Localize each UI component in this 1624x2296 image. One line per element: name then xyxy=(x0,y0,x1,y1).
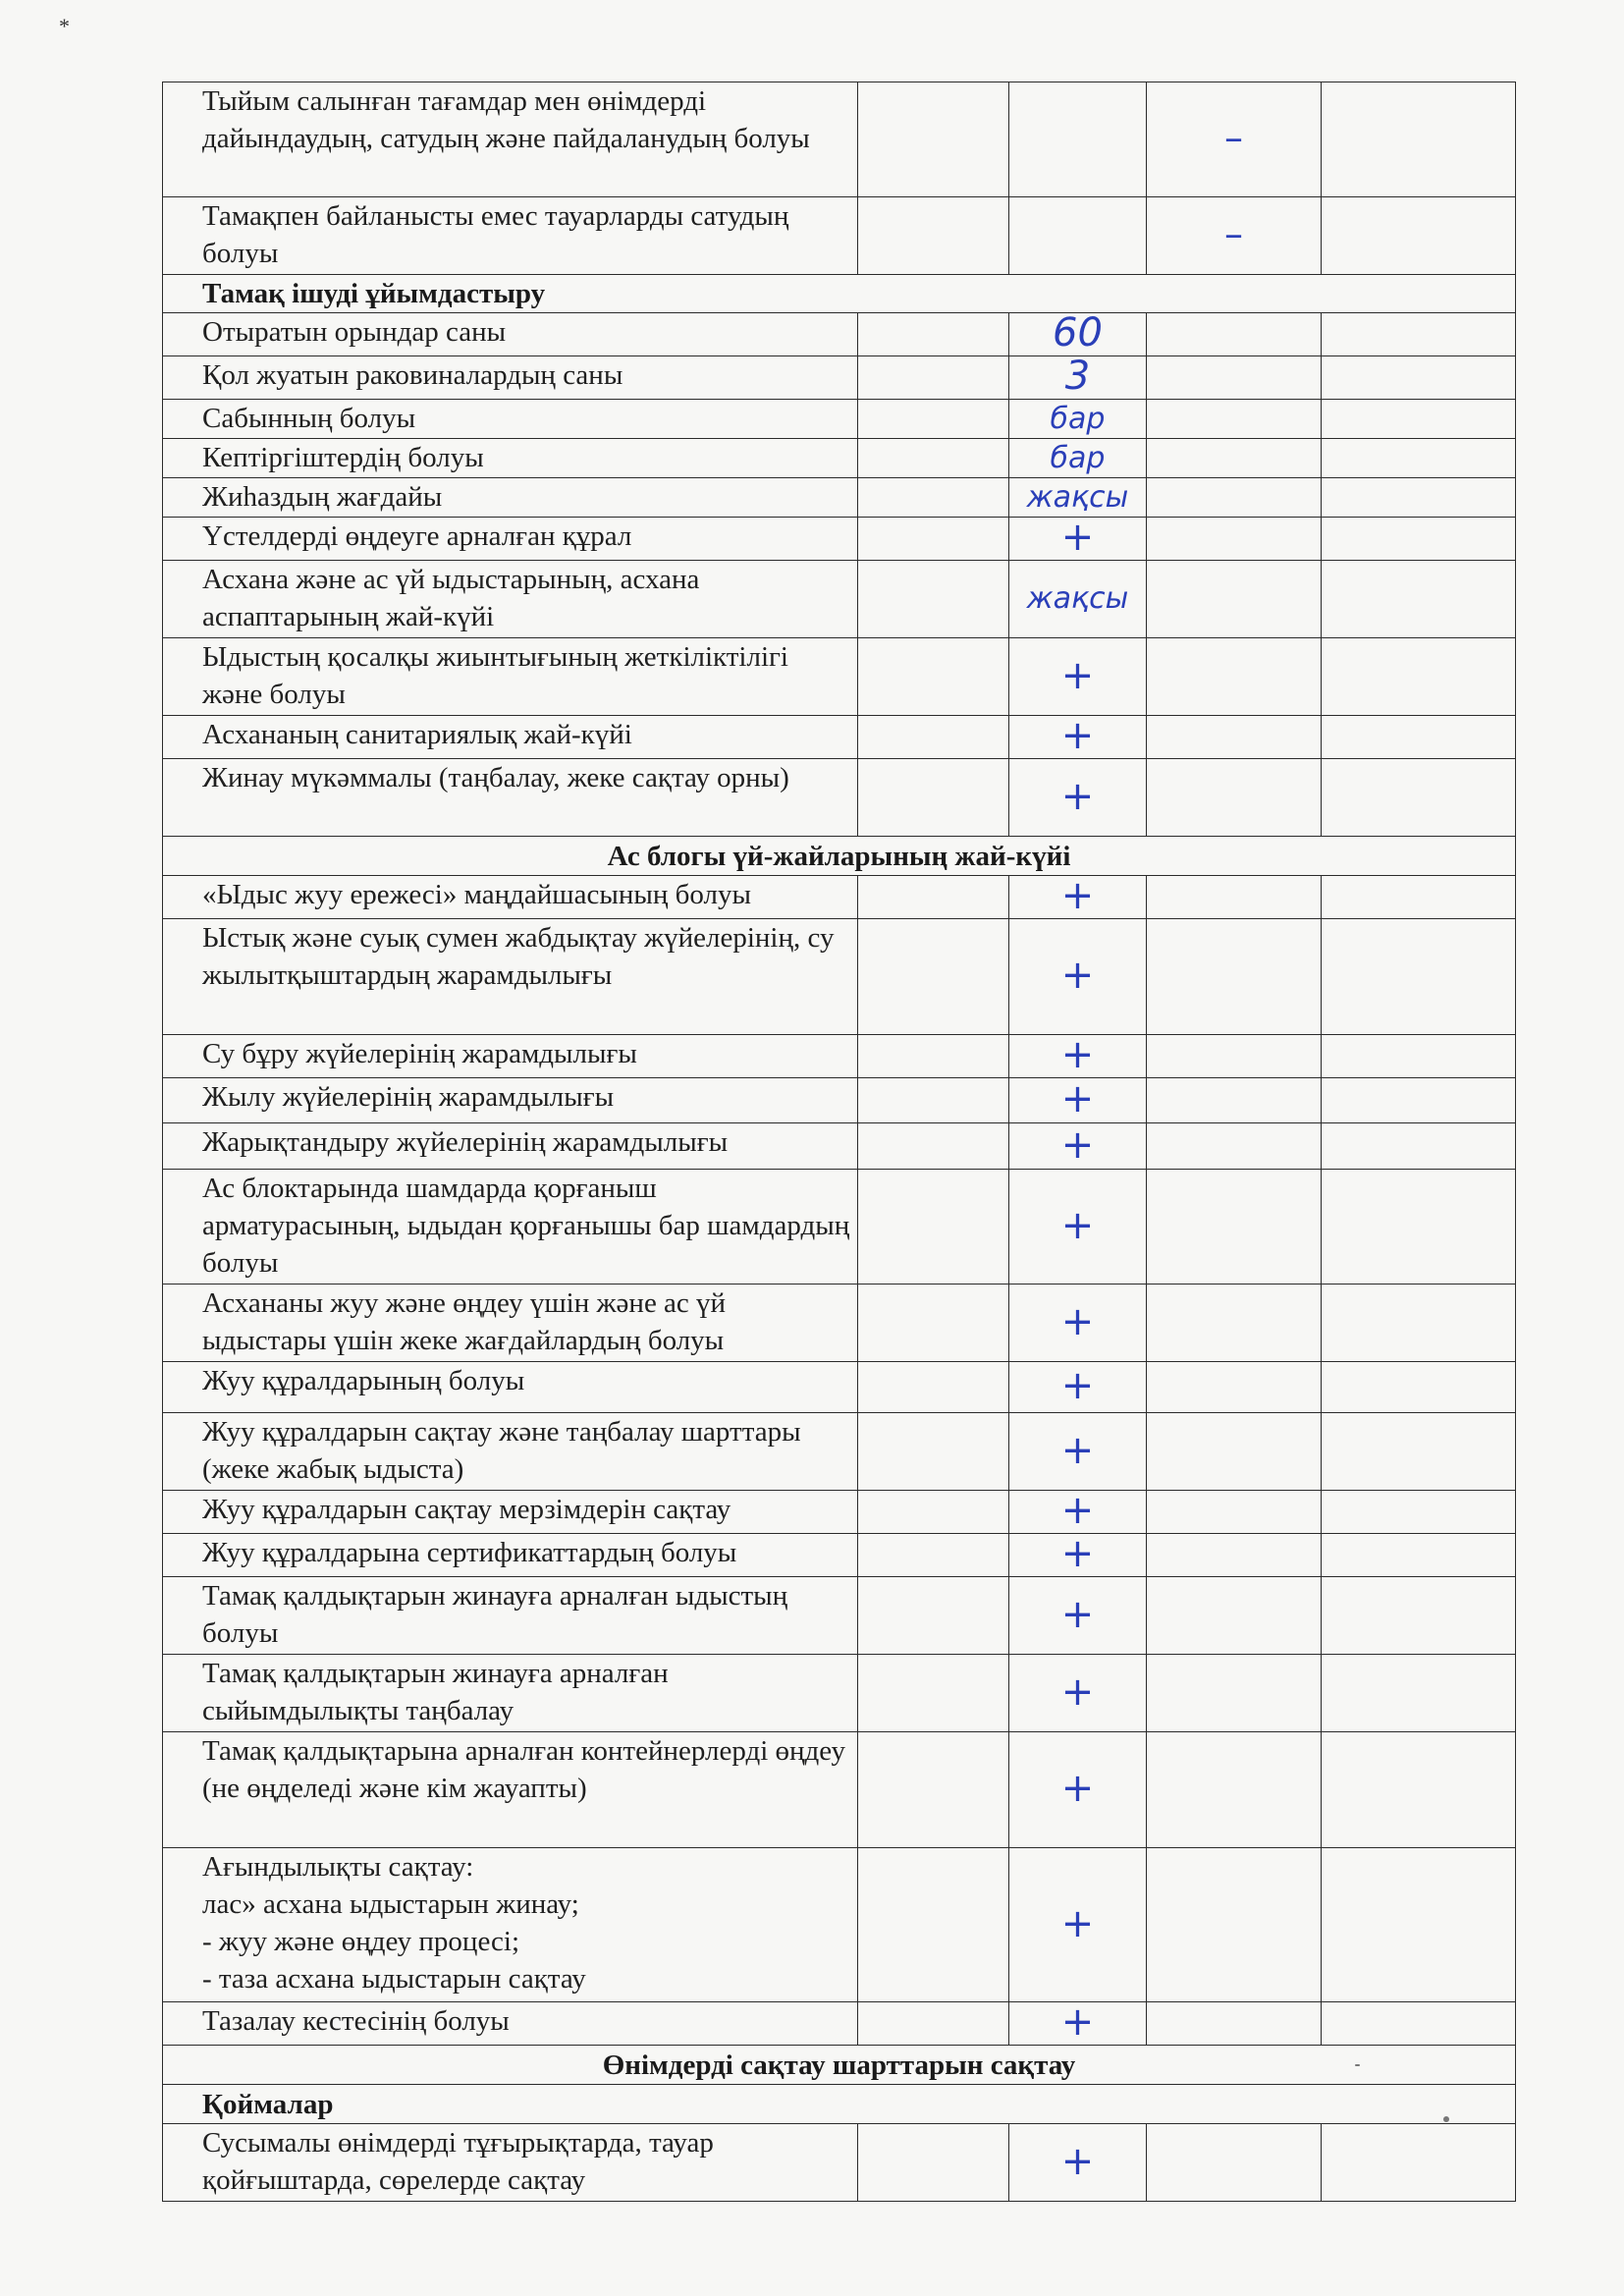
mark-cell-col3 xyxy=(1147,2124,1322,2202)
mark-cell-col2 xyxy=(1009,1491,1147,1534)
mark-cell-col2 xyxy=(1009,1123,1147,1170)
mark-cell-col1 xyxy=(858,400,1009,439)
mark-cell-col1 xyxy=(858,638,1009,716)
handwritten-mark: бар xyxy=(1050,401,1106,436)
mark-cell-col1 xyxy=(858,313,1009,356)
mark-cell-col3 xyxy=(1147,1732,1322,1848)
criterion-label: Жарықтандыру жүйелерінің жарамдылығы xyxy=(163,1123,858,1170)
mark-cell-col3 xyxy=(1147,1078,1322,1123)
mark-cell-col4 xyxy=(1322,1170,1516,1285)
mark-cell-col2 xyxy=(1009,1534,1147,1577)
criterion-label: «Ыдыс жуу ережесі» маңдайшасының болуы xyxy=(163,876,858,919)
handwritten-mark: + xyxy=(1060,1298,1095,1344)
handwritten-mark: 60 xyxy=(1053,312,1103,355)
mark-cell-col3 xyxy=(1147,1534,1322,1577)
criterion-label: Ас блоктарында шамдарда қорғаныш арматурасының, ыдыдан қорғанышы бар шамдардың болуы xyxy=(163,1170,858,1285)
checklist-row xyxy=(163,1655,1516,1732)
section-title: Ас блогы үй-жайларының жай-күйі xyxy=(163,837,1516,876)
mark-cell-col1 xyxy=(858,1362,1009,1413)
criterion-label: Тамақ қалдықтарын жинауға арналған ыдыстың болуы xyxy=(163,1577,858,1655)
checklist-row xyxy=(163,876,1516,919)
mark-cell-col2 xyxy=(1009,439,1147,478)
checklist-row xyxy=(163,1577,1516,1655)
mark-cell-col2 xyxy=(1009,478,1147,518)
criterion-label: Қол жуатын раковиналардың саны xyxy=(163,356,858,400)
mark-cell-col4 xyxy=(1322,1078,1516,1123)
handwritten-mark: жақсы xyxy=(1026,479,1129,515)
mark-cell-col3 xyxy=(1147,759,1322,837)
handwritten-mark: бар xyxy=(1050,440,1106,475)
mark-cell-col4 xyxy=(1322,439,1516,478)
mark-cell-col2 xyxy=(1009,1413,1147,1491)
mark-cell-col3 xyxy=(1147,638,1322,716)
checklist-row xyxy=(163,82,1516,197)
checklist-row xyxy=(163,759,1516,837)
criterion-label: Жуу құралдарына сертификаттардың болуы xyxy=(163,1534,858,1577)
handwritten-mark: + xyxy=(1060,1363,1095,1408)
criterion-label: Тамақ қалдықтарына арналған контейнерлерді өңдеу (не өңделеді және кім жауапты) xyxy=(163,1732,858,1848)
mark-cell-col3 xyxy=(1147,356,1322,400)
mark-cell-col3 xyxy=(1147,716,1322,759)
mark-cell-col1 xyxy=(858,1655,1009,1732)
mark-cell-col3 xyxy=(1147,478,1322,518)
checklist-row xyxy=(163,561,1516,638)
criterion-label: Асхана және ас үй ыдыстарының, асхана аспаптарының жай-күйі xyxy=(163,561,858,638)
mark-cell-col4 xyxy=(1322,638,1516,716)
handwritten-mark: + xyxy=(1060,715,1095,758)
mark-cell-col2 xyxy=(1009,716,1147,759)
handwritten-mark: + xyxy=(1060,1034,1095,1077)
criterion-label: Су бұру жүйелерінің жарамдылығы xyxy=(163,1035,858,1078)
mark-cell-col1 xyxy=(858,1732,1009,1848)
mark-cell-col1 xyxy=(858,1577,1009,1655)
mark-cell-col2 xyxy=(1009,518,1147,561)
subheading-title: Тамақ ішуді ұйымдастыру xyxy=(163,275,1516,313)
handwritten-mark: + xyxy=(1060,773,1095,819)
mark-cell-col1 xyxy=(858,2002,1009,2046)
mark-cell-col1 xyxy=(858,1035,1009,1078)
mark-cell-col1 xyxy=(858,1491,1009,1534)
mark-cell-col2 xyxy=(1009,82,1147,197)
handwritten-mark: 3 xyxy=(1064,355,1091,399)
checklist-row xyxy=(163,1170,1516,1285)
mark-cell-col2 xyxy=(1009,400,1147,439)
section-header-row xyxy=(163,2046,1516,2085)
mark-cell-col3 xyxy=(1147,313,1322,356)
section-header-row xyxy=(163,837,1516,876)
handwritten-mark: + xyxy=(1060,1122,1095,1168)
criterion-label: Сабынның болуы xyxy=(163,400,858,439)
checklist-row xyxy=(163,919,1516,1035)
handwritten-mark: + xyxy=(1060,1900,1095,1946)
mark-cell-col1 xyxy=(858,197,1009,275)
mark-cell-col1 xyxy=(858,439,1009,478)
checklist-row xyxy=(163,1732,1516,1848)
handwritten-mark: + xyxy=(1060,1591,1095,1637)
mark-cell-col4 xyxy=(1322,2002,1516,2046)
criterion-label: Отыратын орындар саны xyxy=(163,313,858,356)
mark-cell-col2 xyxy=(1009,876,1147,919)
handwritten-mark: + xyxy=(1060,1766,1095,1811)
mark-cell-col1 xyxy=(858,759,1009,837)
handwritten-mark: + xyxy=(1060,875,1095,918)
mark-cell-col2 xyxy=(1009,313,1147,356)
mark-cell-col2 xyxy=(1009,1170,1147,1285)
checklist-row xyxy=(163,638,1516,716)
section-title: Өнімдерді сақтау шарттарын сақтау xyxy=(163,2046,1516,2085)
criterion-label: Ыстық және суық сумен жабдықтау жүйелерінің, су жылытқыштардың жарамдылығы xyxy=(163,919,858,1035)
mark-cell-col2 xyxy=(1009,1362,1147,1413)
mark-cell-col4 xyxy=(1322,2124,1516,2202)
mark-cell-col4 xyxy=(1322,759,1516,837)
criterion-label: Үстелдерді өңдеуге арналған құрал xyxy=(163,518,858,561)
mark-cell-col2 xyxy=(1009,1577,1147,1655)
mark-cell-col1 xyxy=(858,1170,1009,1285)
mark-cell-col1 xyxy=(858,1413,1009,1491)
checklist-row xyxy=(163,1123,1516,1170)
criterion-label: Жиһаздың жағдайы xyxy=(163,478,858,518)
mark-cell-col4 xyxy=(1322,1035,1516,1078)
mark-cell-col4 xyxy=(1322,876,1516,919)
mark-cell-col4 xyxy=(1322,1534,1516,1577)
mark-cell-col1 xyxy=(858,919,1009,1035)
mark-cell-col3 xyxy=(1147,1848,1322,2002)
checklist-row xyxy=(163,478,1516,518)
checklist-row xyxy=(163,1848,1516,2002)
mark-cell-col2 xyxy=(1009,759,1147,837)
mark-cell-col1 xyxy=(858,82,1009,197)
mark-cell-col3 xyxy=(1147,82,1322,197)
mark-cell-col4 xyxy=(1322,561,1516,638)
mark-cell-col3 xyxy=(1147,919,1322,1035)
mark-cell-col4 xyxy=(1322,518,1516,561)
checklist-row xyxy=(163,716,1516,759)
mark-cell-col4 xyxy=(1322,478,1516,518)
mark-cell-col1 xyxy=(858,356,1009,400)
mark-cell-col4 xyxy=(1322,1848,1516,2002)
mark-cell-col3 xyxy=(1147,1655,1322,1732)
mark-cell-col2 xyxy=(1009,197,1147,275)
mark-cell-col1 xyxy=(858,876,1009,919)
checklist-row xyxy=(163,400,1516,439)
mark-cell-col3 xyxy=(1147,1170,1322,1285)
mark-cell-col4 xyxy=(1322,1123,1516,1170)
handwritten-mark: + xyxy=(1060,1427,1095,1473)
checklist-row xyxy=(163,1362,1516,1413)
mark-cell-col4 xyxy=(1322,1362,1516,1413)
handwritten-mark: жақсы xyxy=(1026,581,1129,616)
criterion-label: Сусымалы өнімдерді тұғырықтарда, тауар қойғыштарда, сөрелерде сақтау xyxy=(163,2124,858,2202)
mark-cell-col2 xyxy=(1009,919,1147,1035)
mark-cell-col1 xyxy=(858,716,1009,759)
mark-cell-col1 xyxy=(858,478,1009,518)
mark-cell-col2 xyxy=(1009,638,1147,716)
mark-cell-col4 xyxy=(1322,400,1516,439)
checklist-row xyxy=(163,1534,1516,1577)
mark-cell-col2 xyxy=(1009,2002,1147,2046)
mark-cell-col2 xyxy=(1009,1078,1147,1123)
mark-cell-col3 xyxy=(1147,561,1322,638)
mark-cell-col1 xyxy=(858,2124,1009,2202)
mark-cell-col1 xyxy=(858,1285,1009,1362)
mark-cell-col3 xyxy=(1147,518,1322,561)
mark-cell-col4 xyxy=(1322,197,1516,275)
mark-cell-col4 xyxy=(1322,1655,1516,1732)
handwritten-mark: – xyxy=(1224,212,1243,255)
checklist-row xyxy=(163,356,1516,400)
mark-cell-col1 xyxy=(858,1123,1009,1170)
handwritten-mark: + xyxy=(1060,1077,1095,1121)
criterion-label: Асхананы жуу және өңдеу үшін және ас үй ыдыстары үшін жеке жағдайлардың болуы xyxy=(163,1285,858,1362)
mark-cell-col2 xyxy=(1009,1285,1147,1362)
mark-cell-col3 xyxy=(1147,1035,1322,1078)
criterion-label: Тамақ қалдықтарын жинауға арналған сыйымдылықты таңбалау xyxy=(163,1655,858,1732)
handwritten-mark: + xyxy=(1060,1533,1095,1576)
criterion-label: Тазалау кестесінің болуы xyxy=(163,2002,858,2046)
mark-cell-col3 xyxy=(1147,1362,1322,1413)
handwritten-mark: + xyxy=(1060,1668,1095,1715)
mark-cell-col4 xyxy=(1322,1491,1516,1534)
checklist-row xyxy=(163,2124,1516,2202)
checklist-row xyxy=(163,313,1516,356)
mark-cell-col2 xyxy=(1009,1035,1147,1078)
checklist-row xyxy=(163,1035,1516,1078)
criterion-label: Жылу жүйелерінің жарамдылығы xyxy=(163,1078,858,1123)
checklist-row xyxy=(163,439,1516,478)
criterion-label: Жуу құралдарын сақтау мерзімдерін сақтау xyxy=(163,1491,858,1534)
criterion-label: Тамақпен байланысты емес тауарларды сатудың болуы xyxy=(163,197,858,275)
checklist-row xyxy=(163,1491,1516,1534)
subheading-row xyxy=(163,2085,1516,2124)
handwritten-mark: – xyxy=(1224,116,1243,159)
checklist-row xyxy=(163,518,1516,561)
mark-cell-col3 xyxy=(1147,2002,1322,2046)
mark-cell-col2 xyxy=(1009,561,1147,638)
handwritten-mark: + xyxy=(1060,2001,1095,2045)
mark-cell-col1 xyxy=(858,1534,1009,1577)
page-corner-mark: * xyxy=(59,14,70,38)
mark-cell-col3 xyxy=(1147,1577,1322,1655)
mark-cell-col4 xyxy=(1322,313,1516,356)
criterion-label: Жинау мүкәммалы (таңбалау, жеке сақтау орны) xyxy=(163,759,858,837)
mark-cell-col4 xyxy=(1322,356,1516,400)
mark-cell-col3 xyxy=(1147,1491,1322,1534)
mark-cell-col4 xyxy=(1322,82,1516,197)
handwritten-mark: + xyxy=(1060,1202,1095,1248)
checklist-row xyxy=(163,1413,1516,1491)
mark-cell-col2 xyxy=(1009,2124,1147,2202)
criterion-label: Жуу құралдарының болуы xyxy=(163,1362,858,1413)
mark-cell-col4 xyxy=(1322,1413,1516,1491)
mark-cell-col2 xyxy=(1009,356,1147,400)
mark-cell-col2 xyxy=(1009,1848,1147,2002)
criterion-label: Кептіргіштердің болуы xyxy=(163,439,858,478)
criterion-label: Жуу құралдарын сақтау және таңбалау шарттары (жеке жабық ыдыста) xyxy=(163,1413,858,1491)
mark-cell-col3 xyxy=(1147,400,1322,439)
mark-cell-col4 xyxy=(1322,1577,1516,1655)
criterion-label: Асхананың санитариялық жай-күйі xyxy=(163,716,858,759)
mark-cell-col2 xyxy=(1009,1732,1147,1848)
checklist-row xyxy=(163,1285,1516,1362)
inspection-checklist-table xyxy=(162,82,1516,2202)
handwritten-mark: + xyxy=(1060,1490,1095,1533)
mark-cell-col1 xyxy=(858,518,1009,561)
mark-cell-col2 xyxy=(1009,1655,1147,1732)
mark-cell-col4 xyxy=(1322,919,1516,1035)
handwritten-mark: + xyxy=(1060,517,1095,560)
mark-cell-col3 xyxy=(1147,1123,1322,1170)
handwritten-mark: + xyxy=(1060,2138,1095,2184)
mark-cell-col3 xyxy=(1147,876,1322,919)
subheading-row xyxy=(163,275,1516,313)
criterion-label: Ағындылықты сақтау: лас» асхана ыдыстарын жинау; - жуу және өңдеу процесі; - таза асхана ыдыстарын сақтау xyxy=(163,1848,858,2002)
criterion-label: Ыдыстың қосалқы жиынтығының жеткіліктілігі және болуы xyxy=(163,638,858,716)
mark-cell-col4 xyxy=(1322,716,1516,759)
criterion-label: Тыйым салынған тағамдар мен өнімдерді дайындаудың, сатудың және пайдаланудың болуы xyxy=(163,82,858,197)
subheading-title: Қоймалар xyxy=(163,2085,1516,2124)
mark-cell-col1 xyxy=(858,1848,1009,2002)
handwritten-mark: + xyxy=(1060,953,1095,998)
handwritten-mark: + xyxy=(1060,652,1095,698)
mark-cell-col3 xyxy=(1147,439,1322,478)
checklist-row xyxy=(163,1078,1516,1123)
checklist-row xyxy=(163,197,1516,275)
mark-cell-col4 xyxy=(1322,1285,1516,1362)
mark-cell-col1 xyxy=(858,561,1009,638)
mark-cell-col3 xyxy=(1147,1285,1322,1362)
mark-cell-col3 xyxy=(1147,1413,1322,1491)
mark-cell-col1 xyxy=(858,1078,1009,1123)
checklist-row xyxy=(163,2002,1516,2046)
mark-cell-col3 xyxy=(1147,197,1322,275)
mark-cell-col4 xyxy=(1322,1732,1516,1848)
